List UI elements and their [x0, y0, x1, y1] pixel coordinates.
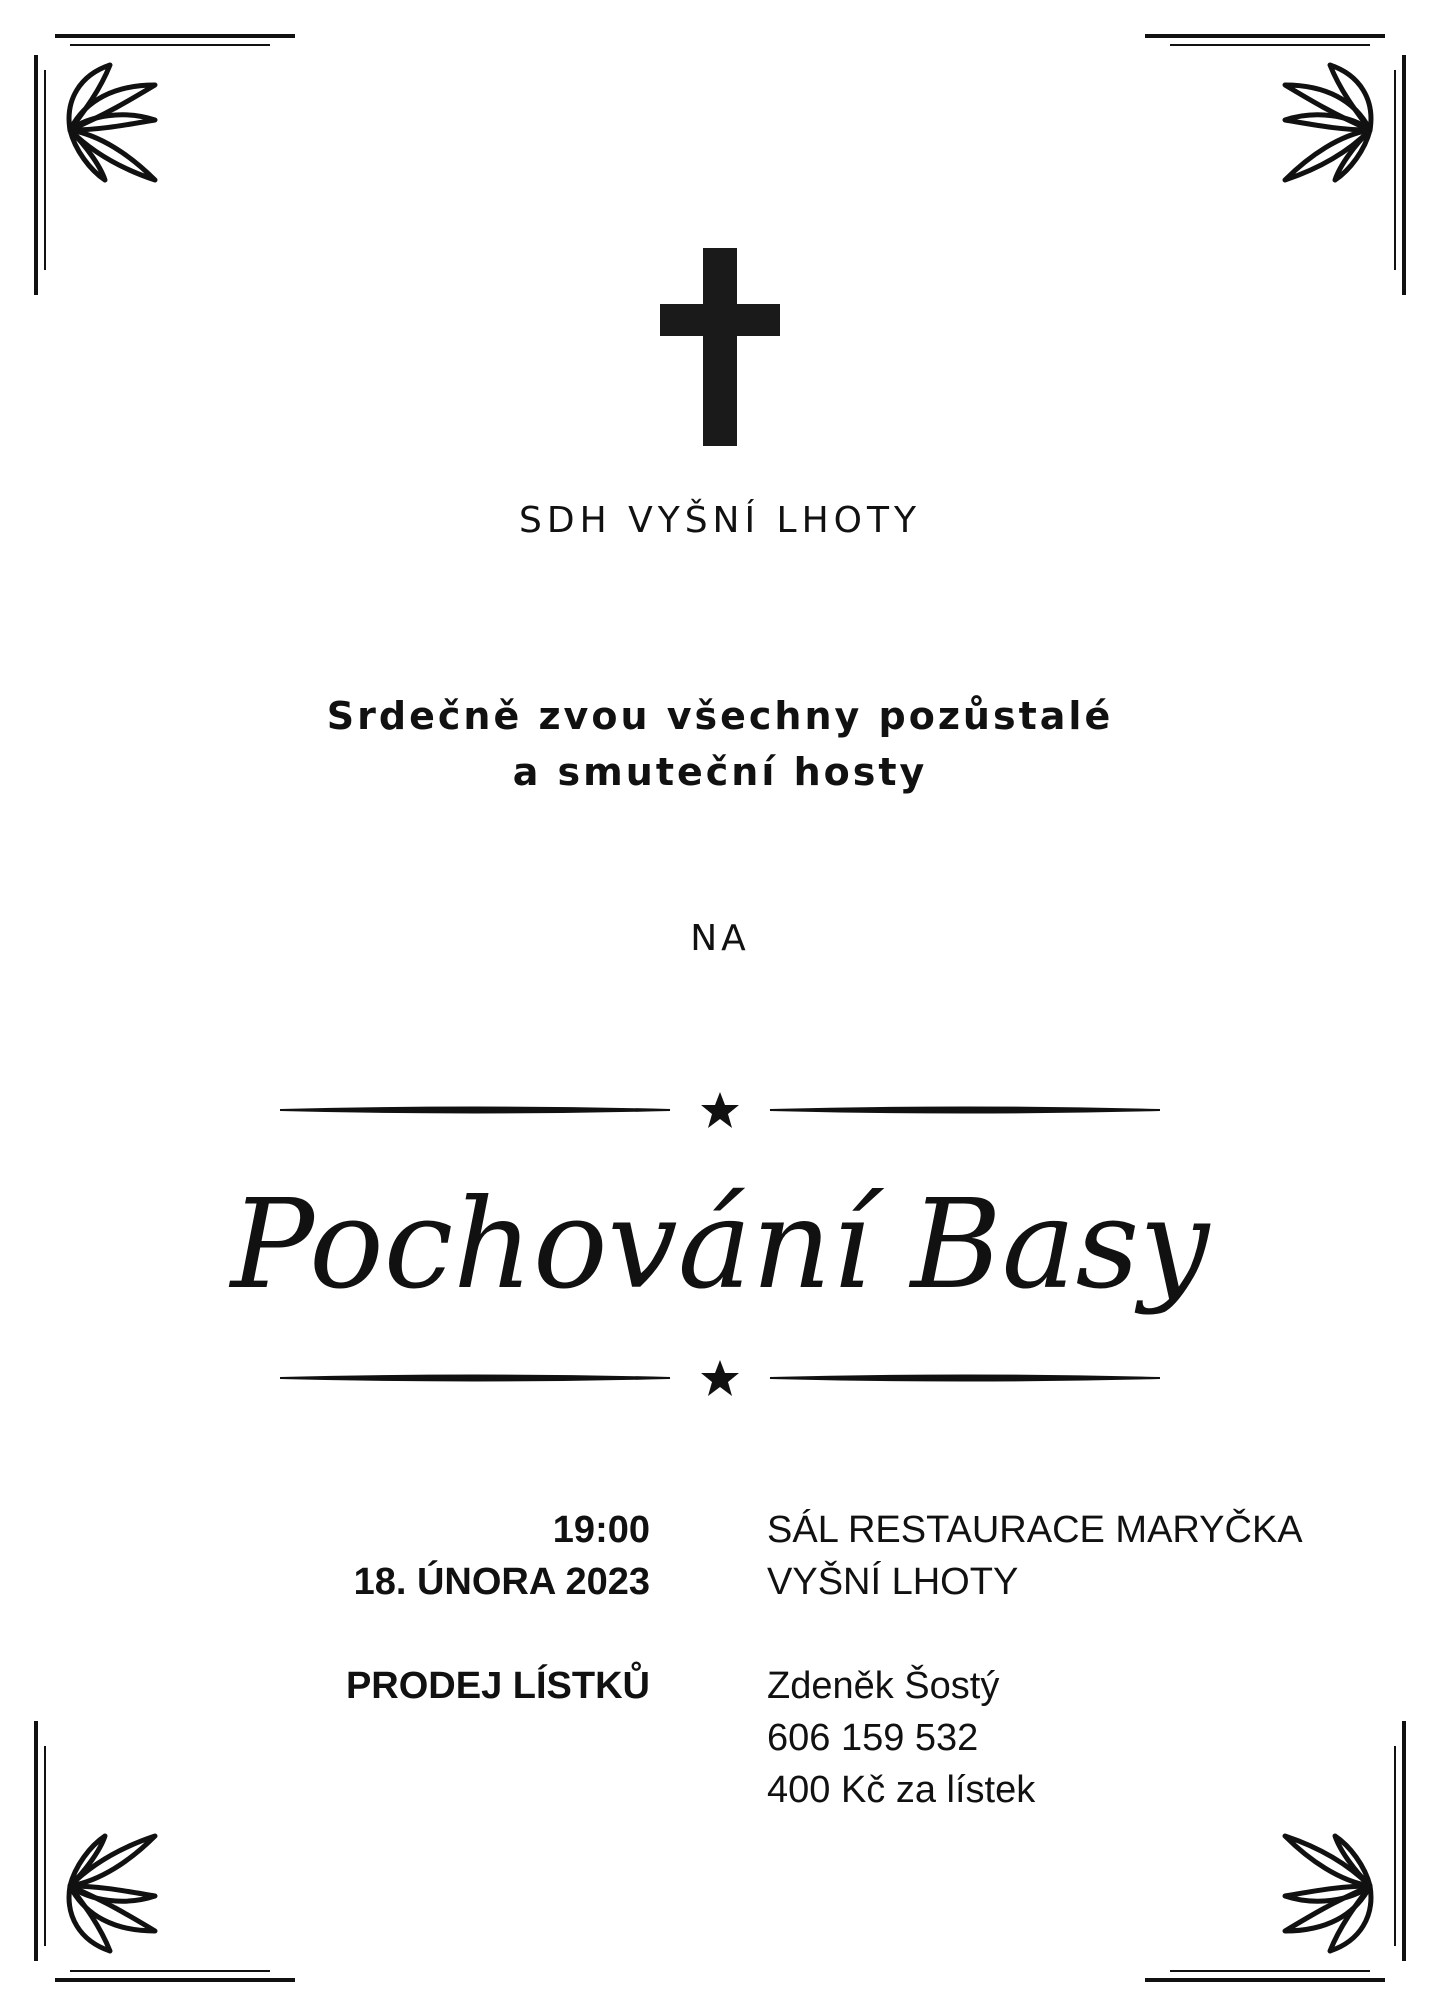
tickets-label-block: [200, 1660, 650, 1712]
corner-ornament-top-right: [1110, 30, 1410, 330]
organizer-name: SDH VYŠNÍ LHOTY: [519, 500, 921, 541]
invitation-line-2: a smuteční hosty: [512, 750, 928, 794]
star-icon: [701, 1092, 739, 1128]
event-date: 18. ÚNORA 2023: [353, 1561, 650, 1603]
tickets-label: PRODEJ LÍSTKŮ: [345, 1665, 650, 1707]
leaf-icon: [69, 1836, 155, 1951]
divider-top: [280, 1090, 1160, 1130]
tickets-info: [767, 1660, 1407, 1816]
star-icon: [701, 1360, 739, 1396]
venue-line-1: SÁL RESTAURACE MARYČKA: [767, 1509, 1303, 1551]
divider-bottom: [280, 1358, 1160, 1398]
event-venue: [767, 1504, 1407, 1608]
venue-line-2: VYŠNÍ LHOTY: [767, 1561, 1019, 1603]
event-title: Pochování Basy: [230, 1173, 1210, 1317]
corner-ornament-bottom-left: [30, 1686, 330, 1986]
leaf-icon: [1285, 65, 1371, 180]
event-time-date: [200, 1504, 650, 1608]
tickets-contact-name: Zdeněk Šostý: [767, 1665, 1000, 1707]
invitation-text: [0, 688, 1440, 800]
event-time: 19:00: [552, 1509, 650, 1551]
invitation-line-1: Srdečně zvou všechny pozůstalé: [326, 694, 1114, 738]
tickets-price: 400 Kč za lístek: [767, 1769, 1036, 1811]
corner-ornament-top-left: [30, 30, 330, 330]
preposition-na: NA: [690, 918, 750, 959]
leaf-icon: [69, 65, 155, 180]
tickets-phone: 606 159 532: [767, 1717, 979, 1759]
leaf-icon: [1285, 1836, 1371, 1951]
cross-icon: [660, 248, 780, 446]
